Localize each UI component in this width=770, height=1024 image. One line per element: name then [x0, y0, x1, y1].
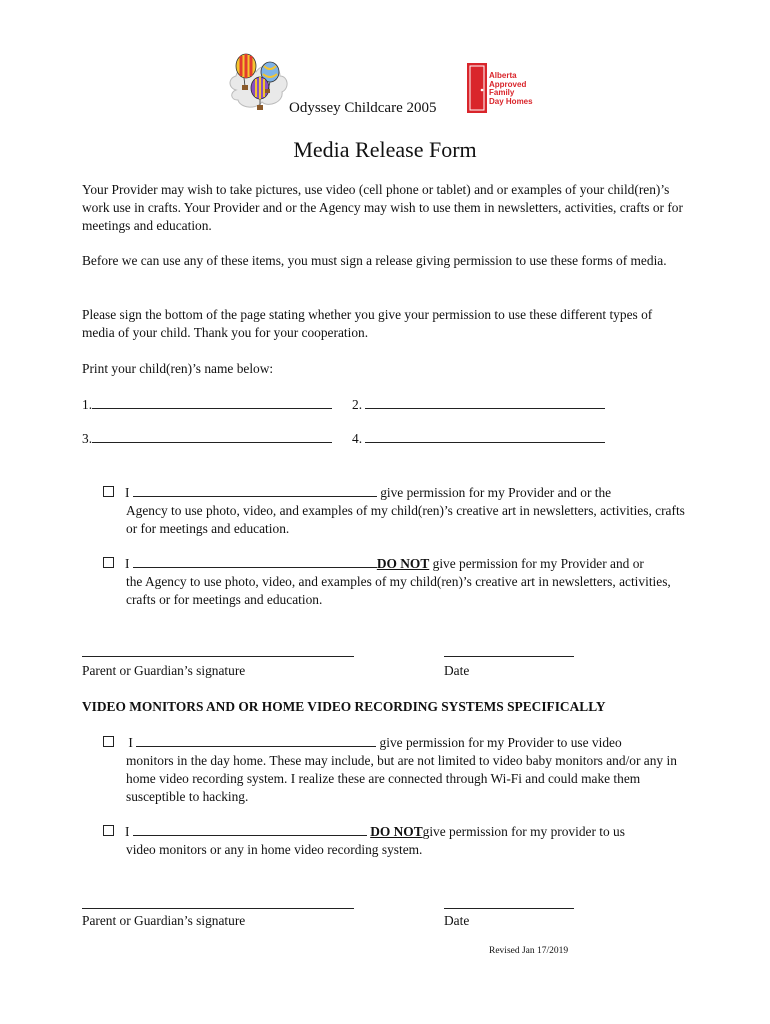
child-name-4	[352, 430, 605, 448]
deny-permission-text: give permission for my Provider and or	[432, 556, 644, 571]
child-name-2-field[interactable]	[365, 396, 605, 409]
page-title: Media Release Form	[293, 137, 477, 162]
child-name-1-field[interactable]	[92, 396, 332, 409]
intro-paragraph-3: Please sign the bottom of the page stating whether you give your permission to use these different types of media of your child. Thank you for your cooperation.	[82, 307, 653, 340]
video-consent-deny	[103, 823, 693, 859]
video-deny-text: give permission for my provider to us	[422, 824, 625, 839]
video-give-text: give permission for my Provider to use video	[379, 735, 622, 750]
child-number-2: 2.	[352, 397, 363, 412]
child-number-4: 4.	[352, 431, 363, 446]
date-label-1: Date	[444, 663, 470, 678]
give-permission-name-field[interactable]	[133, 484, 377, 497]
deny-permission-checkbox[interactable]	[103, 557, 114, 568]
badge-line-3: Family	[489, 88, 515, 97]
video-give-checkbox[interactable]	[103, 736, 114, 747]
badge-line-1: Alberta	[489, 71, 517, 80]
badge-line-2: Approved	[489, 79, 527, 89]
deny-permission-name-field[interactable]	[133, 555, 377, 568]
child-name-4-field[interactable]	[365, 430, 605, 443]
intro-paragraph-2: Before we can use any of these items, you must sign a release giving permission to use these forms of media.	[82, 253, 667, 268]
children-prompt: Print your child(ren)’s name below:	[82, 361, 274, 376]
video-section-heading: VIDEO MONITORS AND OR HOME VIDEO RECORDING SYSTEMS SPECIFICALLY	[82, 699, 606, 714]
child-name-1	[82, 396, 332, 414]
video-give-text-cont: monitors in the day home. These may include, but are not limited to video baby monitors and/or any in home video recording system. I realize these are connected through Wi-Fi and could make them susceptible to hacking.	[126, 753, 677, 804]
video-deny-checkbox[interactable]	[103, 825, 114, 836]
consent-give-permission	[103, 484, 693, 538]
video-consent-i-label: I	[125, 824, 130, 839]
consent-i-label: I	[125, 485, 130, 500]
video-deny-name-field[interactable]	[133, 823, 367, 836]
child-number-3: 3.	[82, 431, 93, 446]
give-permission-text: give permission for my Provider and or the	[380, 485, 612, 500]
child-name-3	[82, 430, 332, 448]
give-permission-text-cont: Agency to use photo, video, and examples of my child(ren)’s creative art in newsletters, activities, crafts or for meetings and education.	[126, 503, 685, 536]
video-give-name-field[interactable]	[136, 734, 376, 747]
give-permission-checkbox[interactable]	[103, 486, 114, 497]
revised-date: Revised Jan 17/2019	[489, 946, 569, 956]
org-name: Odyssey Childcare 2005	[289, 100, 437, 116]
red-door-icon	[466, 62, 488, 114]
do-not-label: DO NOT	[376, 556, 430, 571]
consent-i-label: I	[125, 556, 130, 571]
child-name-2	[352, 396, 605, 414]
child-number-1: 1.	[82, 397, 93, 412]
signature-line-1[interactable]	[82, 656, 354, 657]
signature-line-2[interactable]	[82, 908, 354, 909]
date-line-2[interactable]	[444, 908, 574, 909]
video-consent-give	[103, 734, 693, 806]
child-name-3-field[interactable]	[92, 430, 332, 443]
video-do-not-label: DO NOT	[370, 824, 423, 839]
video-consent-i-label: I	[128, 735, 133, 750]
video-deny-text-cont: video monitors or any in home video recording system.	[126, 842, 423, 857]
signature-label-1: Parent or Guardian’s signature	[82, 663, 246, 678]
consent-deny-permission	[103, 555, 693, 609]
balloons-logo-icon	[228, 50, 290, 116]
intro-paragraph-1: Your Provider may wish to take pictures, use video (cell phone or tablet) and or examples of your child(ren)’s work use in crafts. Your Provider and or the Agency may wish to use them in newsletters, activities, crafts or for meetings and education.	[82, 182, 683, 233]
alberta-approved-badge	[466, 62, 544, 114]
date-line-1[interactable]	[444, 656, 574, 657]
date-label-2: Date	[444, 913, 470, 928]
badge-line-4: Day Homes	[489, 96, 533, 106]
deny-permission-text-cont: the Agency to use photo, video, and examples of my child(ren)’s creative art in newsletters, activities, crafts or for meetings and education.	[126, 574, 671, 607]
signature-label-2: Parent or Guardian’s signature	[82, 913, 246, 928]
